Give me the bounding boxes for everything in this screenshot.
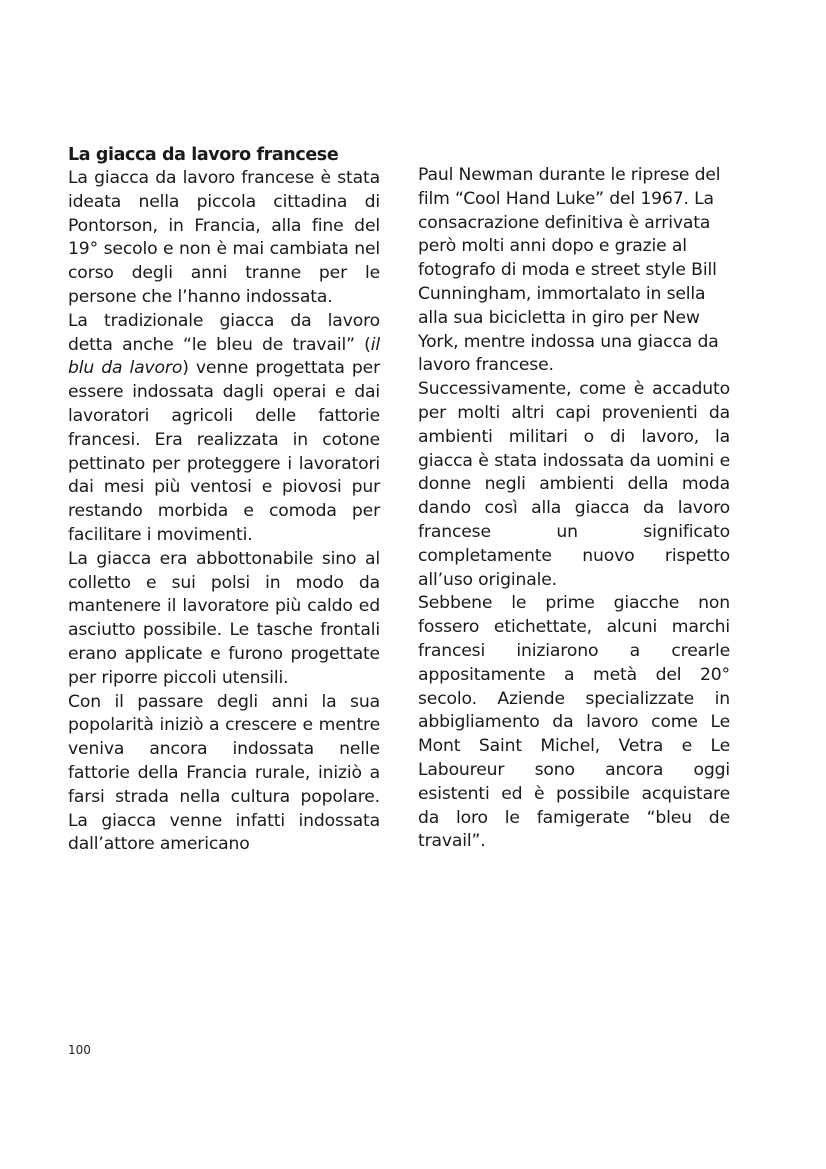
article-title: La giacca da lavoro francese bbox=[68, 145, 339, 165]
paragraph-traditional-jacket-part1: La tradizionale giacca da lavoro detta anche “le bleu de travail” ( bbox=[68, 310, 380, 355]
paragraph-brands: Sebbene le prime giacche non fossero etichettate, alcuni marchi francesi iniziarono a crearle appositamente a metà del 20° secolo. Aziende specializzate in abbigliamento da lavoro come Le Mont Saint Michel, Vetra e Le Laboureur sono ancora oggi esistenti ed è possibile acquistare da loro le famigerate “bleu de travail”. bbox=[418, 593, 730, 852]
paragraph-traditional-jacket-part2: ) venne progettata per essere indossata dagli operai e dai lavoratori agricoli delle fattorie francesi. Era realizzata in cotone pettinato per proteggere i lavoratori dai mesi più ventosi e piovosi pur restando morbida e comoda per facilitare i movimenti. bbox=[68, 358, 380, 545]
right-column bbox=[418, 164, 730, 854]
paragraph-traditional-jacket bbox=[68, 310, 380, 548]
left-column bbox=[68, 143, 380, 857]
paragraph-popularity: Con il passare degli anni la sua popolarità iniziò a crescere e mentre veniva ancora indossata nelle fattorie della Francia rurale, iniziò a farsi strada nella cultura popolare. La giacca venne infatti indossata dall’attore americano bbox=[68, 691, 380, 855]
paragraph-paul-newman: Paul Newman durante le riprese del film “Cool Hand Luke” del 1967. La consacrazione definitiva è arrivata però molti anni dopo e grazie al fotografo di moda e street style Bill Cunningham, immortalato in sella alla sua bicicletta in giro per New York, mentre indossa una giacca da lavoro francese. bbox=[418, 165, 721, 376]
paragraph-traditional-jacket-italic: il blu da lavoro bbox=[68, 334, 380, 379]
paragraph-buttons-pockets: La giacca era abbottonabile sino al colletto e sui polsi in modo da mantenere il lavoratore più caldo ed asciutto possibile. Le tasche frontali erano applicate e furono progettate per riporre piccoli utensili. bbox=[68, 548, 380, 688]
page-number: 100 bbox=[68, 1043, 91, 1057]
paragraph-origin: La giacca da lavoro francese è stata ideata nella piccola cittadina di Pontorson, in Francia, alla fine del 19° secolo e non è mai cambiata nel corso degli anni tranne per le persone che l’hanno indossata. bbox=[68, 168, 380, 307]
paragraph-fashion: Successivamente, come è accaduto per molti altri capi provenienti da ambienti militari o di lavoro, la giacca è stata indossata da uomini e donne negli ambienti della moda dando così alla giacca da lavoro francese un significato completamente nuovo rispetto all’uso originale. bbox=[418, 379, 730, 590]
